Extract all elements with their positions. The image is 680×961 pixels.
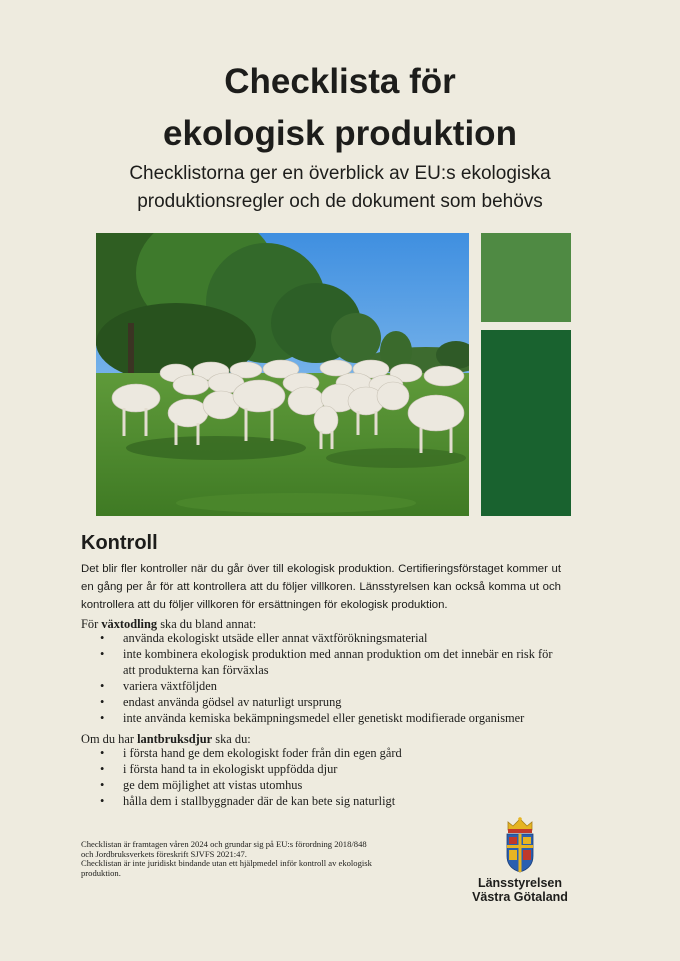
list-item: • ge dem möjlighet att vistas utomhus bbox=[105, 777, 565, 793]
logo-line-1: Länsstyrelsen bbox=[477, 876, 563, 890]
footnote-line-1: Checklistan är framtagen våren 2024 och grundar sig på EU:s förordning 2018/848 och Jordbruksverkets föreskrift SJVFS 2021:47. bbox=[81, 839, 367, 859]
lantbruksdjur-lead-suffix: ska du: bbox=[212, 732, 251, 746]
cattle-pasture-illustration bbox=[96, 233, 469, 516]
hero-photo-cattle bbox=[96, 233, 469, 516]
subtitle-line-2: produktionsregler och de dokument som behövs bbox=[137, 191, 543, 212]
lantbruksdjur-lead-bold: lantbruksdjur bbox=[137, 732, 213, 746]
list-item: • variera växtföljden bbox=[105, 678, 565, 694]
vaxtodling-lead-prefix: För bbox=[81, 617, 102, 631]
list-item: • använda ekologiskt utsäde eller annat växtförökningsmaterial bbox=[105, 630, 565, 646]
vaxtodling-lead-suffix: ska du bland annat: bbox=[157, 617, 257, 631]
vaxtodling-list bbox=[105, 630, 565, 726]
lantbruksdjur-list bbox=[105, 745, 565, 809]
page-title bbox=[0, 56, 680, 160]
coat-of-arms-icon bbox=[500, 816, 540, 874]
list-item: • inte kombinera ekologisk produktion med annan produktion om det innebär en risk för att produkterna kan förväxlas bbox=[105, 646, 565, 678]
title-line-1: Checklista för bbox=[224, 62, 456, 101]
list-item: • hålla dem i stallbyggnader där de kan bete sig naturligt bbox=[105, 793, 565, 809]
accent-block-dark-green bbox=[481, 330, 571, 516]
list-item: • endast använda gödsel av naturligt ursprung bbox=[105, 694, 565, 710]
list-item: • i första hand ge dem ekologiskt foder från din egen gård bbox=[105, 745, 565, 761]
logo-line-2: Västra Götaland bbox=[472, 890, 568, 904]
footnote-line-2: Checklistan är inte juridiskt bindande utan ett hjälpmedel inför kontroll av ekologisk produktion. bbox=[81, 858, 372, 878]
section-heading-kontroll: Kontroll bbox=[81, 532, 158, 554]
list-item: • inte använda kemiska bekämpningsmedel eller genetiskt modifierade organismer bbox=[105, 710, 565, 726]
list-item: • i första hand ta in ekologiskt uppfödda djur bbox=[105, 761, 565, 777]
title-line-2: ekologisk produktion bbox=[163, 114, 517, 153]
vaxtodling-lead-bold: växtodling bbox=[101, 617, 158, 631]
page-subtitle bbox=[0, 160, 680, 216]
lantbruksdjur-lead-prefix: Om du har bbox=[81, 732, 138, 746]
subtitle-line-1: Checklistorna ger en överblick av EU:s ekologiska bbox=[129, 163, 551, 184]
footnote bbox=[81, 840, 381, 878]
accent-block-light-green bbox=[481, 233, 571, 322]
section-intro-text: Det blir fler kontroller när du går över till ekologisk produktion. Certifieringsförstaget kommer ut en gång per år för att kontrollera att du följer villkoren. Länsstyrelsen kan också komma ut och kontrollera att du följer villkoren för ersättningen för ekologisk produktion. bbox=[81, 563, 561, 611]
logo-text bbox=[450, 876, 590, 904]
